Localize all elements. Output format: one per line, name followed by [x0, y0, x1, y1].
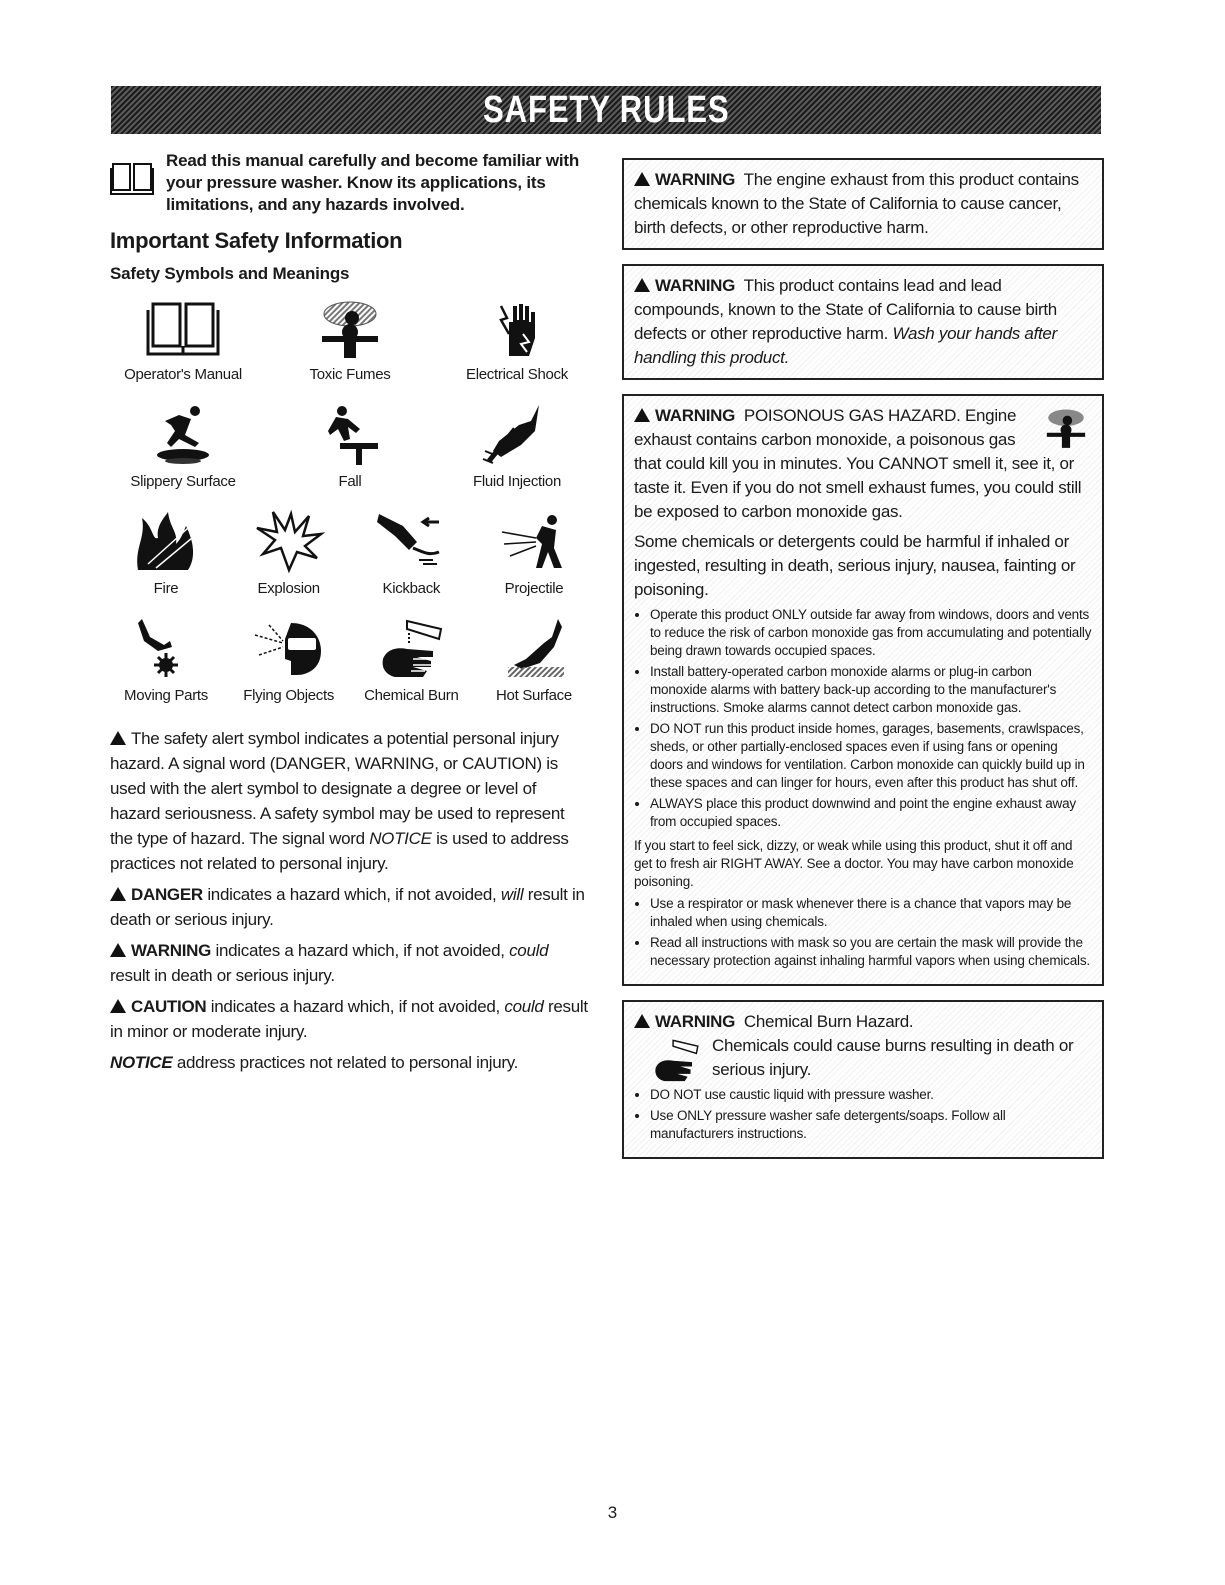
page-title: SAFETY RULES: [482, 88, 730, 131]
respirator-list: [634, 895, 1092, 970]
symbol-electrical-shock: [452, 298, 582, 383]
symbol-label: Fire: [153, 580, 179, 597]
safety-alert-icon: [110, 943, 126, 957]
chemical-burn-list: [634, 1086, 1092, 1143]
caution-definition: CAUTION indicates a hazard which, if not avoided, could result in minor or moderate injury.: [110, 997, 588, 1041]
kickback-icon: [373, 508, 449, 574]
symbol-fall: [285, 401, 415, 490]
symbol-label: Flying Objects: [243, 687, 335, 704]
fire-icon: [128, 508, 204, 574]
symbol-kickback: [355, 508, 467, 597]
symbol-label: Hot Surface: [496, 687, 572, 704]
warning-definition: WARNING indicates a hazard which, if not avoided, could result in death or serious injury.: [110, 941, 549, 985]
left-column: [110, 150, 590, 1075]
list-item: • Install battery-operated carbon monoxide alarms or plug-in carbon monoxide alarms with battery back-up according to the manufacturer's instructions. Smoke alarms cannot detect carbon monoxide gas.: [650, 663, 1092, 717]
symbol-fluid-injection: [452, 401, 582, 490]
poisonous-gas-list: [634, 606, 1092, 831]
symbols-row-1: [110, 298, 590, 383]
chemical-burn-icon: [373, 615, 449, 681]
flying-objects-icon: [251, 615, 327, 681]
toxic-fumes-icon: [312, 298, 388, 360]
symbol-toxic-fumes: [285, 298, 415, 383]
warning-box-exhaust-chemicals: WARNING The engine exhaust from this product contains chemicals known to the State of California to cause cancer, birth defects, or other reproductive harm.: [622, 158, 1104, 250]
symbol-label: Explosion: [257, 580, 320, 597]
list-item: • DO NOT run this product inside homes, garages, basements, crawlspaces, sheds, or other partially-enclosed spaces even if using fans or opening doors and windows for ventilation. Carbon monoxide can quickly build up in these spaces and can linger for hours, even after this product has shut off.: [650, 720, 1092, 792]
symbol-moving-parts: [110, 615, 222, 704]
toxic-fumes-icon: [1040, 406, 1092, 450]
chemical-burn-icon: [648, 1036, 704, 1084]
electrical-shock-icon: [479, 298, 555, 360]
hot-surface-icon: [496, 615, 572, 681]
symbol-projectile: [478, 508, 590, 597]
safety-alert-icon: [634, 172, 650, 186]
safety-alert-icon: [110, 887, 126, 901]
safety-alert-icon: [634, 278, 650, 292]
symptom-note: If you start to feel sick, dizzy, or weak while using this product, shut it off and get to fresh air RIGHT AWAY. See a doctor. You may have carbon monoxide poisoning.: [634, 838, 1074, 889]
projectile-icon: [496, 508, 572, 574]
symbol-label: Toxic Fumes: [309, 366, 391, 383]
title-banner: [111, 86, 1101, 134]
danger-definition: DANGER indicates a hazard which, if not avoided, will result in death or serious injury.: [110, 885, 585, 929]
list-item: • Read all instructions with mask so you are certain the mask will provide the necessary protection against inhaling harmful vapors when using chemicals.: [650, 934, 1092, 970]
symbol-flying-objects: [233, 615, 345, 704]
notice-definition: NOTICE address practices not related to personal injury.: [110, 1053, 519, 1072]
safety-alert-icon: [110, 731, 126, 745]
symbols-row-4: [110, 615, 590, 704]
manual-icon: [110, 158, 154, 196]
list-item: • Operate this product ONLY outside far away from windows, doors and vents to reduce the risk of carbon monoxide gas from accumulating and potentially being drawn towards occupied spaces.: [650, 606, 1092, 660]
intro-text: Read this manual carefully and become familiar with your pressure washer. Know its applications, its limitations, and any hazards involved.: [166, 151, 580, 214]
symbol-chemical-burn: [355, 615, 467, 704]
slippery-surface-icon: [145, 401, 221, 467]
list-item: • DO NOT use caustic liquid with pressure washer.: [650, 1086, 1092, 1104]
chemicals-warning: Some chemicals or detergents could be harmful if inhaled or ingested, resulting in death, serious injury, nausea, fainting or poisoning.: [634, 532, 1076, 599]
safety-alert-icon: [634, 408, 650, 422]
symbol-label: Fluid Injection: [472, 473, 562, 490]
symbol-label: Projectile: [504, 580, 564, 597]
right-column: [622, 158, 1104, 1173]
symbol-label: Moving Parts: [124, 687, 208, 704]
symbol-label: Fall: [338, 473, 362, 490]
list-item: • Use ONLY pressure washer safe detergents/soaps. Follow all manufacturers instructions.: [650, 1107, 1092, 1143]
list-item: • Use a respirator or mask whenever there is a chance that vapors may be inhaled when using chemicals.: [650, 895, 1092, 931]
fluid-injection-icon: [479, 401, 555, 467]
symbol-label: Kickback: [382, 580, 441, 597]
symbol-label: Operator's Manual: [124, 366, 242, 383]
symbols-row-3: [110, 508, 590, 597]
moving-parts-icon: [128, 615, 204, 681]
symbol-label: Electrical Shock: [466, 366, 568, 383]
intro-block: [110, 150, 590, 216]
symbol-slippery-surface: [118, 401, 248, 490]
explosion-icon: [251, 508, 327, 574]
section-heading: Important Safety Information: [110, 228, 403, 253]
symbol-fire: [110, 508, 222, 597]
symbol-explosion: [233, 508, 345, 597]
symbol-hot-surface: [478, 615, 590, 704]
safety-alert-icon: [110, 999, 126, 1013]
safety-alert-icon: [634, 1014, 650, 1028]
symbol-label: Slippery Surface: [130, 473, 236, 490]
list-item: • ALWAYS place this product downwind and point the engine exhaust away from occupied spaces.: [650, 795, 1092, 831]
warning-box-poisonous-gas: WARNING POISONOUS GAS HAZARD. Engine exhaust contains carbon monoxide, a poisonous gas that could kill you in minutes. You CANNOT smell it, see it, or taste it. Even if you do not smell exhaust fumes, you could still be exposed to carbon monoxide gas. Some chemicals or detergents could be harmful if inhaled or ingested, resulting in death, serious injury, nausea, fainting or poisoning. • Operate this product ONLY outside far away from windows, doors and vents to reduce the risk of carbon monoxide gas from accumulating and potentially being drawn towards occupied spaces. • Install battery-operated carbon monoxide alarms or plug-in carbon monoxide alarms with battery back-up according to the manufacturer's instructions. Smoke alarms cannot detect carbon monoxide gas. • DO NOT run this product inside homes, garages, basements, crawlspaces, sheds, or other partially-enclosed spaces even if using fans or opening doors and windows for ventilation. Carbon monoxide can quickly build up in these spaces and can linger for hours, even after this product has shut off. • ALWAYS place this product downwind and point the engine exhaust away from occupied spaces. If you start to feel sick, dizzy, or weak while using this product, shut it off and get to fresh air RIGHT AWAY. See a doctor. You may have carbon monoxide poisoning. • Use a respirator or mask whenever there is a chance that vapors may be inhaled when using chemicals. • Read all instructions with mask so you are certain the mask will provide the necessary protection against inhaling harmful vapors when using chemicals.: [622, 394, 1104, 986]
warning-box-chemical-burn: WARNING Chemical Burn Hazard. Chemicals could cause burns resulting in death or serious injury. • DO NOT use caustic liquid with pressure washer. • Use ONLY pressure washer safe detergents/soaps. Follow all manufacturers instructions.: [622, 1000, 1104, 1159]
alert-explanation: The safety alert symbol indicates a potential personal injury hazard. A signal word (DANGER, WARNING, or CAUTION) is used with the alert symbol to designate a degree or level of hazard seriousness. A safety symbol may be used to represent the type of hazard. The signal word NOTICE is used to address practices not related to personal injury.: [110, 729, 569, 873]
operators-manual-icon: [145, 298, 221, 360]
symbols-row-2: [110, 401, 590, 490]
chemical-burn-text: Chemicals could cause burns resulting in death or serious injury.: [712, 1036, 1074, 1079]
symbol-operators-manual: [118, 298, 248, 383]
fall-icon: [312, 401, 388, 467]
section-subheading: Safety Symbols and Meanings: [110, 264, 350, 283]
warning-box-lead: WARNING This product contains lead and lead compounds, known to the State of California to cause birth defects or other reproductive harm. Wash your hands after handling this product.: [622, 264, 1104, 380]
symbol-label: Chemical Burn: [364, 687, 459, 704]
page-number: 3: [607, 1503, 618, 1522]
